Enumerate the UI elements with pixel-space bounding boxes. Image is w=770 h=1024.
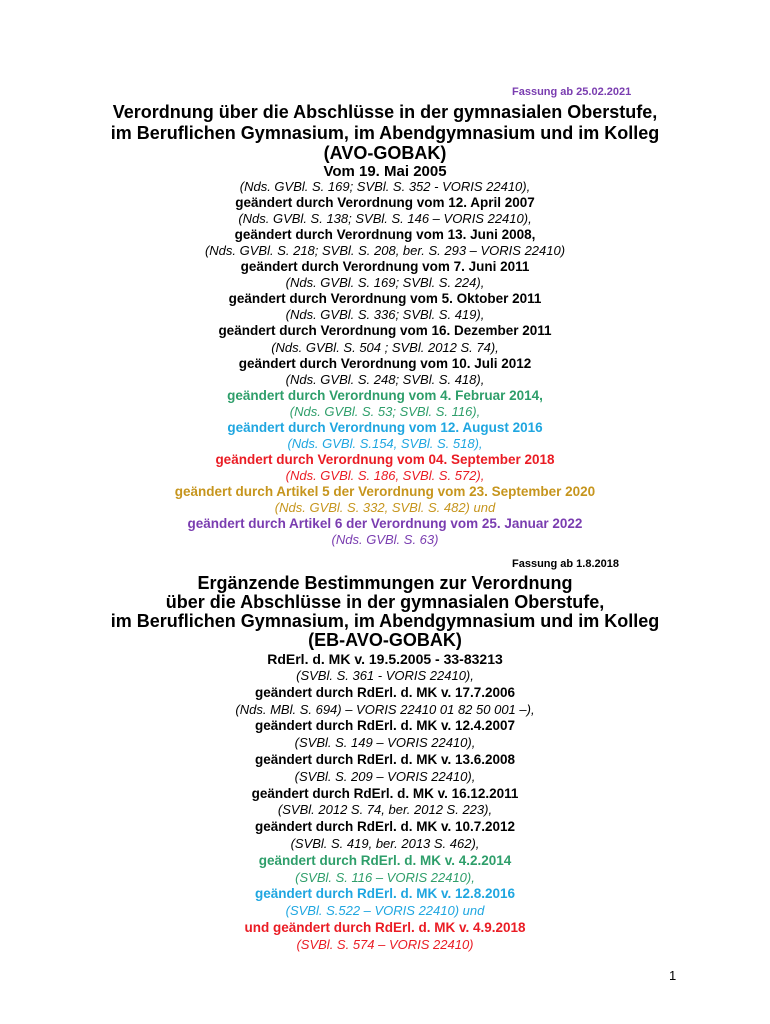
title-eb-line-2: über die Abschlüsse in der gymnasialen Oberstufe,: [165, 592, 605, 612]
avo-citation-line: (Nds. GVBl. S. 169; SVBl. S. 352 - VORIS 22410),: [239, 179, 531, 194]
version-note-eb: Fassung ab 1.8.2018: [512, 558, 619, 570]
eb-amendment-line: geändert durch RdErl. d. MK v. 13.6.2008: [254, 752, 516, 767]
avo-citation-line: (Nds. GVBl. S. 504 ; SVBl. 2012 S. 74),: [271, 339, 499, 355]
avo-citation-line: (Nds. GVBl. S.154, SVBl. S. 518),: [287, 435, 483, 451]
eb-citation-line: (SVBl. S. 116 – VORIS 22410),: [295, 869, 475, 885]
eb-amendment-line: geändert durch RdErl. d. MK v. 12.4.2007: [254, 718, 516, 734]
avo-citation-line: (Nds. GVBl. S. 332, SVBl. S. 482) und: [274, 500, 496, 515]
eb-citation-line: (SVBl. S.522 – VORIS 22410) und: [285, 903, 485, 919]
eb-amendment-line: geändert durch RdErl. d. MK v. 12.8.2016: [254, 886, 516, 902]
eb-amendment-line: geändert durch RdErl. d. MK v. 10.7.2012: [254, 819, 516, 835]
avo-date-line: Vom 19. Mai 2005: [323, 163, 447, 180]
avo-citation-line: (Nds. GVBl. S. 63): [331, 532, 439, 548]
avo-amendment-line: geändert durch Artikel 6 der Verordnung vom 25. Januar 2022: [187, 516, 583, 532]
eb-amendment-line: und geändert durch RdErl. d. MK v. 4.9.2018: [244, 920, 526, 935]
eb-citation-line: (SVBl. S. 361 - VORIS 22410),: [296, 668, 474, 683]
eb-amendment-line: geändert durch RdErl. d. MK v. 16.12.2011: [251, 785, 519, 801]
eb-citation-line: (SVBl. S. 209 – VORIS 22410),: [294, 768, 476, 784]
avo-citation-line: (Nds. GVBl. S. 53; SVBl. S. 116),: [289, 403, 481, 419]
avo-amendment-line: geändert durch Verordnung vom 10. Juli 2012: [238, 355, 532, 371]
avo-citation-line: (Nds. GVBl. S. 336; SVBl. S. 419),: [285, 307, 485, 323]
title-avo-line-2: im Beruflichen Gymnasium, im Abendgymnasium und im Kolleg: [110, 123, 660, 143]
avo-amendment-line: geändert durch Verordnung vom 4. Februar 2014,: [227, 387, 543, 403]
title-avo-line-3: (AVO-GOBAK): [323, 143, 447, 163]
eb-citation-line: (SVBl. 2012 S. 74, ber. 2012 S. 223),: [277, 802, 493, 818]
avo-citation-line: (Nds. GVBl. S. 169; SVBl. S. 224),: [285, 275, 485, 291]
title-eb-line-1: Ergänzende Bestimmungen zur Verordnung: [197, 573, 573, 593]
eb-citation-line: (Nds. MBl. S. 694) – VORIS 22410 01 82 50 001 –),: [235, 701, 535, 717]
avo-amendment-line: geändert durch Verordnung vom 13. Juni 2008,: [234, 227, 536, 243]
avo-citation-line: (Nds. GVBl. S. 218; SVBl. S. 208, ber. S. 293 – VORIS 22410): [204, 243, 566, 259]
avo-amendment-line: geändert durch Artikel 5 der Verordnung vom 23. September 2020: [174, 483, 596, 499]
eb-citation-line: (SVBl. S. 419, ber. 2013 S. 462),: [290, 836, 480, 851]
avo-citation-line: (Nds. GVBl. S. 138; SVBl. S. 146 – VORIS 22410),: [238, 211, 532, 227]
avo-amendment-line: geändert durch Verordnung vom 12. August 2016: [227, 419, 543, 435]
eb-citation-line: (SVBl. S. 574 – VORIS 22410): [296, 936, 474, 952]
title-avo-line-1: Verordnung über die Abschlüsse in der gymnasialen Oberstufe,: [112, 102, 658, 122]
page-number: 1: [669, 968, 677, 983]
avo-amendment-line: geändert durch Verordnung vom 12. April 2007: [235, 195, 535, 211]
avo-amendment-line: geändert durch Verordnung vom 16. Dezember 2011: [218, 323, 552, 339]
avo-amendment-line: geändert durch Verordnung vom 04. September 2018: [215, 451, 555, 467]
eb-amendment-line: geändert durch RdErl. d. MK v. 17.7.2006: [254, 684, 516, 700]
title-eb-line-3: im Beruflichen Gymnasium, im Abendgymnasium und im Kolleg: [110, 611, 660, 631]
avo-citation-line: (Nds. GVBl. S. 186, SVBl. S. 572),: [285, 467, 485, 483]
avo-citation-line: (Nds. GVBl. S. 248; SVBl. S. 418),: [285, 371, 485, 387]
title-eb-line-4: (EB-AVO-GOBAK): [308, 630, 462, 650]
avo-amendment-line: geändert durch Verordnung vom 7. Juni 2011: [240, 259, 530, 275]
eb-amendment-line: geändert durch RdErl. d. MK v. 4.2.2014: [258, 852, 512, 868]
avo-amendment-line: geändert durch Verordnung vom 5. Oktober 2011: [228, 291, 542, 307]
eb-decree-line: RdErl. d. MK v. 19.5.2005 - 33-83213: [267, 651, 503, 667]
version-note-avo: Fassung ab 25.02.2021: [512, 86, 632, 98]
eb-citation-line: (SVBl. S. 149 – VORIS 22410),: [294, 735, 476, 751]
